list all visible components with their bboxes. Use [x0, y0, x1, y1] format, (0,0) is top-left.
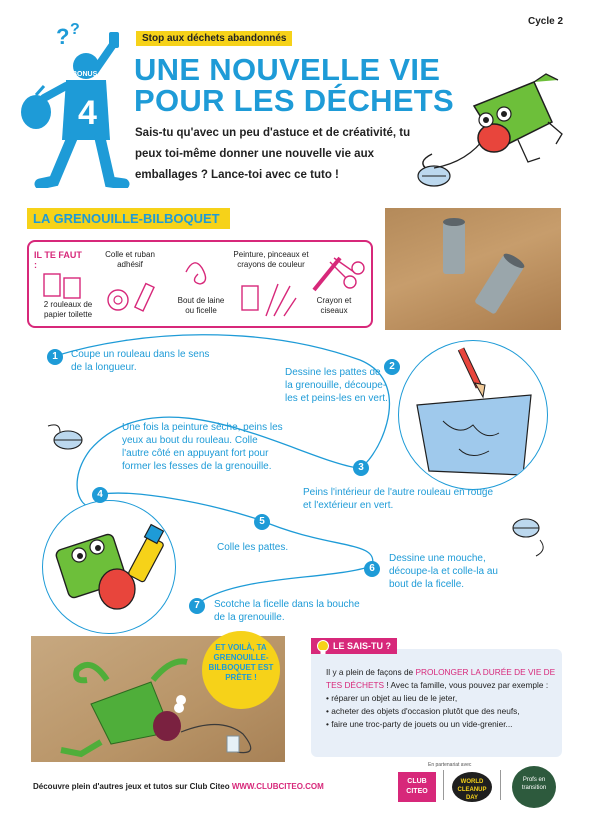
bonus-label: BONUS	[72, 71, 98, 78]
pencil-scissors-icon	[310, 254, 366, 294]
cycle-label: Cycle 2	[528, 16, 564, 27]
profs-en-transition-logo: Profs en transition	[512, 766, 556, 808]
world-cleanup-day-logo: WORLD CLEANUP DAY	[452, 772, 492, 802]
step-5-badge: 5	[254, 514, 270, 530]
footer-url-link[interactable]: WWW.CLUBCITEO.COM	[231, 782, 324, 791]
footer-text	[33, 782, 324, 791]
bonus-number: 4	[78, 94, 97, 132]
step-5-text: Colle les pattes.	[217, 542, 289, 553]
bullet-item: • acheter des objets d'occasion plutôt que des neufs,	[326, 706, 520, 716]
mascot-bonus-illustration	[14, 16, 134, 188]
did-you-know-text	[326, 666, 556, 731]
result-bubble: ET VOILÀ, TA GRENOUILLE-BILBOQUET EST PRÊTE !	[202, 631, 280, 709]
step-7-text: Scotche la ficelle dans la bouche de la grenouille.	[214, 599, 360, 623]
logo-divider	[500, 770, 501, 800]
logo-divider	[443, 770, 444, 800]
step-4-text: Une fois la peinture sèche, peins les yeux au bout du rouleau. Colle l'autre côté en appuyant fort pour former les fesses de la grenouille.	[122, 422, 283, 472]
toilet-rolls-icon	[40, 270, 90, 300]
step-2-text: Dessine les pattes de la grenouille, découpe-les et peins-les en vert.	[285, 367, 388, 404]
footer-label: Découvre plein d'autres jeux et tutos sur Club Citeo	[33, 782, 232, 791]
bullet-text: réparer un objet au lieu de le jeter,	[331, 693, 458, 703]
bullet-item: • faire une troc-party de jouets ou un vide-grenier...	[326, 719, 513, 729]
lightbulb-icon	[314, 639, 332, 655]
club-citeo-logo: CLUB CITEO	[398, 772, 436, 802]
section-heading: LA GRENOUILLE-BILBOQUET	[27, 208, 230, 229]
paint-brushes-icon	[238, 276, 300, 320]
intro-text: Sais-tu qu'avec un peu d'astuce et de créativité, tu peux toi-même donner une nouvelle vie aux emballages ? Lance-toi avec ce tuto !	[135, 127, 411, 181]
step-1-text: Coupe un rouleau dans le sens de la longueur.	[71, 349, 210, 373]
materials-title: IL TE FAUT :	[34, 250, 82, 270]
glue-tape-icon	[104, 282, 164, 314]
material-label-string: Bout de laine ou ficelle	[177, 296, 225, 315]
intro-after: ! Avec ta famille, vous pouvez par exemple :	[384, 680, 549, 690]
frog-illustration	[408, 70, 568, 190]
step-6-text: Dessine une mouche, découpe-la et colle-la au bout de la ficelle.	[389, 553, 498, 590]
did-you-know-label: LE SAIS-TU ?	[333, 641, 391, 651]
svg-text:?: ?	[56, 24, 70, 49]
svg-text:?: ?	[70, 21, 80, 38]
title-line-1: UNE NOUVELLE VIE	[134, 52, 441, 87]
step-1-badge: 1	[47, 349, 63, 365]
step-7-badge: 7	[189, 598, 205, 614]
bullet-item: • réparer un objet au lieu de le jeter,	[326, 693, 458, 703]
step-2-illustration	[398, 340, 548, 490]
material-label-glue: Colle et ruban adhésif	[105, 250, 155, 269]
bullet-text: acheter des objets d'occasion plutôt que des neufs,	[331, 706, 520, 716]
material-label-rolls: 2 rouleaux de papier toilette	[43, 300, 93, 319]
step-4-illustration	[42, 500, 176, 634]
step-2-badge: 2	[384, 359, 400, 375]
material-label-pencil: Crayon et ciseaux	[316, 296, 352, 315]
step-3-badge: 3	[353, 460, 369, 476]
partner-label: En partenariat avec	[428, 762, 472, 768]
title-line-2: POUR LES DÉCHETS	[134, 83, 455, 118]
intro-highlight: PROLONGER LA DURÉE DE VIE DE TES DÉCHETS	[326, 667, 556, 690]
intro-before: Il y a plein de façons de	[326, 667, 416, 677]
bullet-text: faire une troc-party de jouets ou un vide-grenier...	[331, 719, 513, 729]
kicker-tag: Stop aux déchets abandonnés	[136, 31, 292, 46]
step-6-badge: 6	[364, 561, 380, 577]
step-4-badge: 4	[92, 487, 108, 503]
string-icon	[180, 252, 220, 292]
page-title	[134, 54, 454, 116]
material-label-paint: Peinture, pinceaux et crayons de couleur	[233, 250, 309, 269]
materials-photo	[385, 208, 561, 330]
did-you-know-intro	[326, 666, 556, 692]
step-3-text: Peins l'intérieur de l'autre rouleau en rouge et l'extérieur en vert.	[303, 487, 494, 511]
